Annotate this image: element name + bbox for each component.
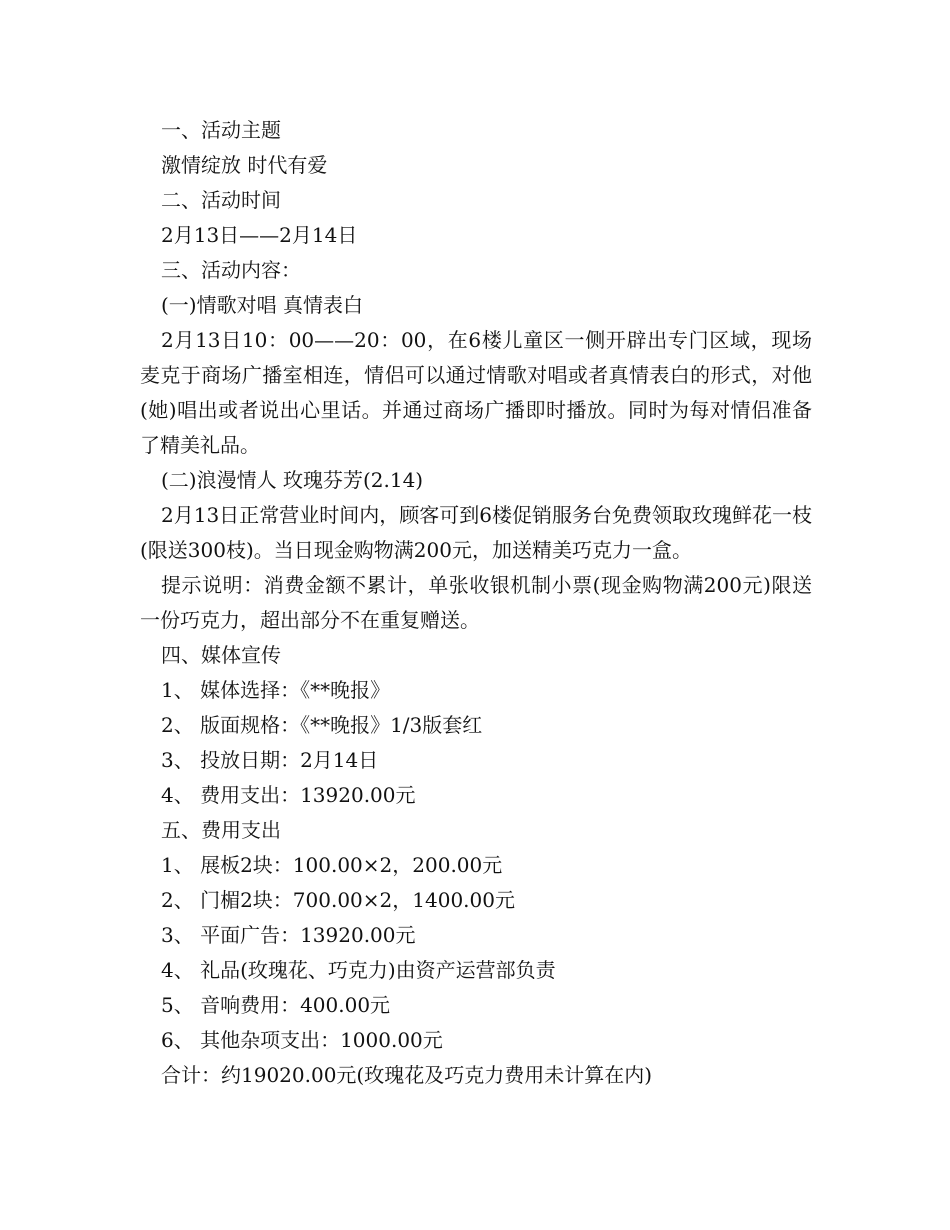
- document-body: [140, 113, 812, 1093]
- expense-item-2: 2、 门楣2块：700.00×2，1400.00元: [161, 888, 515, 912]
- subsection-heading-love-songs: (一)情歌对唱 真情表白: [161, 293, 363, 317]
- expense-item-6: 6、 其他杂项支出：1000.00元: [161, 1028, 443, 1052]
- media-item-4: 4、 费用支出：13920.00元: [161, 783, 416, 807]
- expense-item-1: 1、 展板2块：100.00×2，200.00元: [161, 853, 503, 877]
- expense-item-4: 4、 礼品(玫瑰花、巧克力)由资产运营部负责: [161, 958, 556, 982]
- section-heading-time: 二、活动时间: [161, 188, 281, 212]
- section-heading-theme: 一、活动主题: [161, 118, 281, 142]
- theme-text: 激情绽放 时代有爱: [161, 153, 328, 177]
- section-heading-media: 四、媒体宣传: [161, 643, 281, 667]
- total-line: 合计：约19020.00元(玫瑰花及巧克力费用未计算在内): [161, 1063, 653, 1087]
- notice-paragraph: 提示说明：消费金额不累计，单张收银机制小票(现金购物满200元)限送一份巧克力，超出部分不在重复赠送。: [140, 573, 812, 632]
- media-item-2: 2、 版面规格：《**晚报》1/3版套红: [161, 713, 483, 737]
- time-text: 2月13日——2月14日: [161, 223, 358, 247]
- love-songs-paragraph: 2月13日10：00——20：00，在6楼儿童区一侧开辟出专门区域，现场麦克于商场广播室相连，情侣可以通过情歌对唱或者真情表白的形式，对他(她)唱出或者说出心里话。并通过商场广播即时播放。同时为每对情侣准备了精美礼品。: [140, 328, 812, 457]
- media-item-3: 3、 投放日期：2月14日: [161, 748, 379, 772]
- expense-item-5: 5、 音响费用：400.00元: [161, 993, 391, 1017]
- roses-paragraph: 2月13日正常营业时间内，顾客可到6楼促销服务台免费领取玫瑰鲜花一枝(限送300枝)。当日现金购物满200元，加送精美巧克力一盒。: [140, 503, 812, 562]
- expense-item-3: 3、 平面广告：13920.00元: [161, 923, 416, 947]
- section-heading-expenses: 五、费用支出: [161, 818, 281, 842]
- section-heading-content: 三、活动内容：: [161, 258, 301, 282]
- media-item-1: 1、 媒体选择：《**晚报》: [161, 678, 391, 702]
- subsection-heading-roses: (二)浪漫情人 玫瑰芬芳(2.14): [161, 468, 424, 492]
